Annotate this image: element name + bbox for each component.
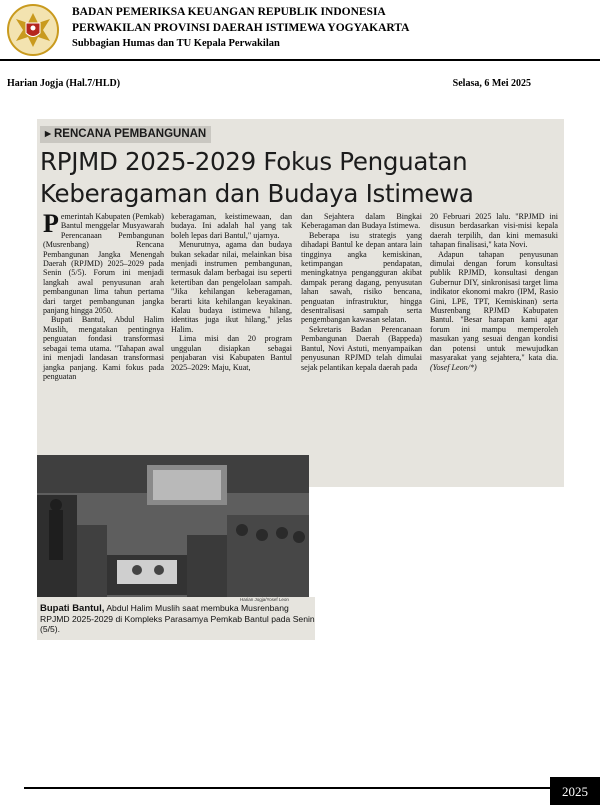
column-4 (430, 212, 558, 372)
bpk-emblem-icon (6, 3, 60, 57)
header-line-1: BADAN PEMERIKSA KEUANGAN REPUBLIK INDONESIA (72, 6, 386, 18)
year-badge: 2025 (550, 777, 600, 805)
kicker-text: RENCANA PEMBANGUNAN (53, 128, 207, 140)
date-label: Selasa, 6 Mei 2025 (452, 78, 531, 89)
meeting-hall-illustration (37, 455, 309, 597)
article-headline (40, 146, 474, 210)
headline-line-1: RPJMD 2025-2029 Fokus Penguatan (40, 147, 468, 176)
col4-paragraph-2-text: Adapun tahapan penyusunan dimulai dengan forum konsultasi publik RPJMD, konsultasi dengan Gubernur DIY, sinkronisasi target lima indikator ekonomi makro (IPM, Rasio Gini, LPE, TPT, Kemiskinan) serta Musrenbang RPJMD Kabupaten Bantul. "Besar harapan kami agar forum ini mampu memperoleh masukan yang sesuai dengan kondisi dan potensi untuk mewujudkan masyarakat yang sejahtera," kata dia. (430, 249, 558, 363)
col2-paragraph-1: keberagaman, keistimewaan, dan budaya. Ini adalah hal yang tak boleh lepas dari Bantul," ujarnya. (171, 212, 292, 240)
col3-paragraph-1: dan Sejahtera dalam Bingkai Keberagaman dan Budaya Istimewa. (301, 212, 422, 231)
source-label: Harian Jogja (Hal.7/HLD) (7, 78, 121, 89)
col1-paragraph-1: emerintah Kabupaten (Pemkab) Bantul menggelar Musyawarah Perencanaan Pembangunan (Musrenbang) Rencana Pembangunan Jangka Menengah Daerah (RPJMD) 2025–2029 pada Senin (5/5). Forum ini menjadi langkah awal penyusunan arah pembangunan lima tahun pertama dari target pembangunan jangka panjang hingga 2050. (43, 212, 164, 316)
footer-rule (24, 787, 554, 789)
byline: (Yosef Leon/*) (430, 362, 477, 372)
photo-credit: Harian Jogja/Yosef Leon (240, 597, 289, 602)
article-kicker (40, 126, 211, 143)
photo-caption (40, 603, 315, 634)
col2-paragraph-3: Lima misi dan 20 program unggulan disiapkan sebagai penjabaran visi Kabupaten Bantul 2025–2029: Maju, Kuat, (171, 334, 292, 372)
header-line-2: PERWAKILAN PROVINSI DAERAH ISTIMEWA YOGYAKARTA (72, 21, 410, 34)
headline-line-2: Keberagaman dan Budaya Istimewa (40, 179, 474, 208)
col2-paragraph-2: Menurutnya, agama dan budaya bukan sekadar nilai, melainkan bisa menjadi instrumen pembangunan, termasuk dalam berbagai isu seperti ketertiban dan pengelolaan sampah. "Jika kehilangan keberagaman, berarti kita kehilangan keyakinan. Kalau budaya istimewa hilang, identitas juga ikut hilang," jelas Halim. (171, 240, 292, 334)
column-1 (43, 209, 164, 381)
caption-text: Abdul Halim Muslih saat membuka Musrenbang RPJMD 2025-2029 di Kompleks Parasamya Pemkab Bantul pada Senin (5/5). (40, 603, 315, 634)
drop-cap: P (43, 209, 59, 238)
col4-paragraph-2 (430, 250, 558, 372)
col3-paragraph-2: Beberapa isu strategis yang dihadapi Bantul ke depan antara lain tingginya angka kemiskinan, ketimpangan pendapatan, meningkatnya pengangguran akibat dampak perang dagang, penyusutan lahan sawah, risiko bencana, penguatan infrastruktur, hingga desentralisasi sampah serta pengembangan kawasan selatan. (301, 230, 422, 325)
caption-lead: Bupati Bantul, (40, 603, 105, 614)
col1-paragraph-2: Bupati Bantul, Abdul Halim Muslih, mengatakan pentingnya penguatan fondasi transformasi sebagai tema utama. "Tahapan awal ini menjadi landasan transformasi jangka panjang. Kami fokus pada penguatan (43, 315, 164, 381)
kicker-arrow-icon: ▸ (45, 128, 54, 140)
col3-paragraph-3: Sekretaris Badan Perencanaan Pembangunan Daerah (Bappeda) Bantul, Novi Astuti, menyampaikan penyusunan RPJMD telah dimulai sejak pelantikan kepala daerah pada (301, 324, 422, 372)
column-3 (301, 212, 422, 372)
article-photo (37, 455, 309, 597)
header-rule (0, 59, 600, 61)
agency-header (72, 5, 409, 52)
column-2 (171, 212, 292, 372)
header-line-3: Subbagian Humas dan TU Kepala Perwakilan (72, 38, 280, 49)
col4-paragraph-1: 20 Februari 2025 lalu. "RPJMD ini disusun berdasarkan visi-misi kepala daerah terpilih, dan kini memasuki tahapan finalisasi," kata Novi. (430, 212, 558, 250)
